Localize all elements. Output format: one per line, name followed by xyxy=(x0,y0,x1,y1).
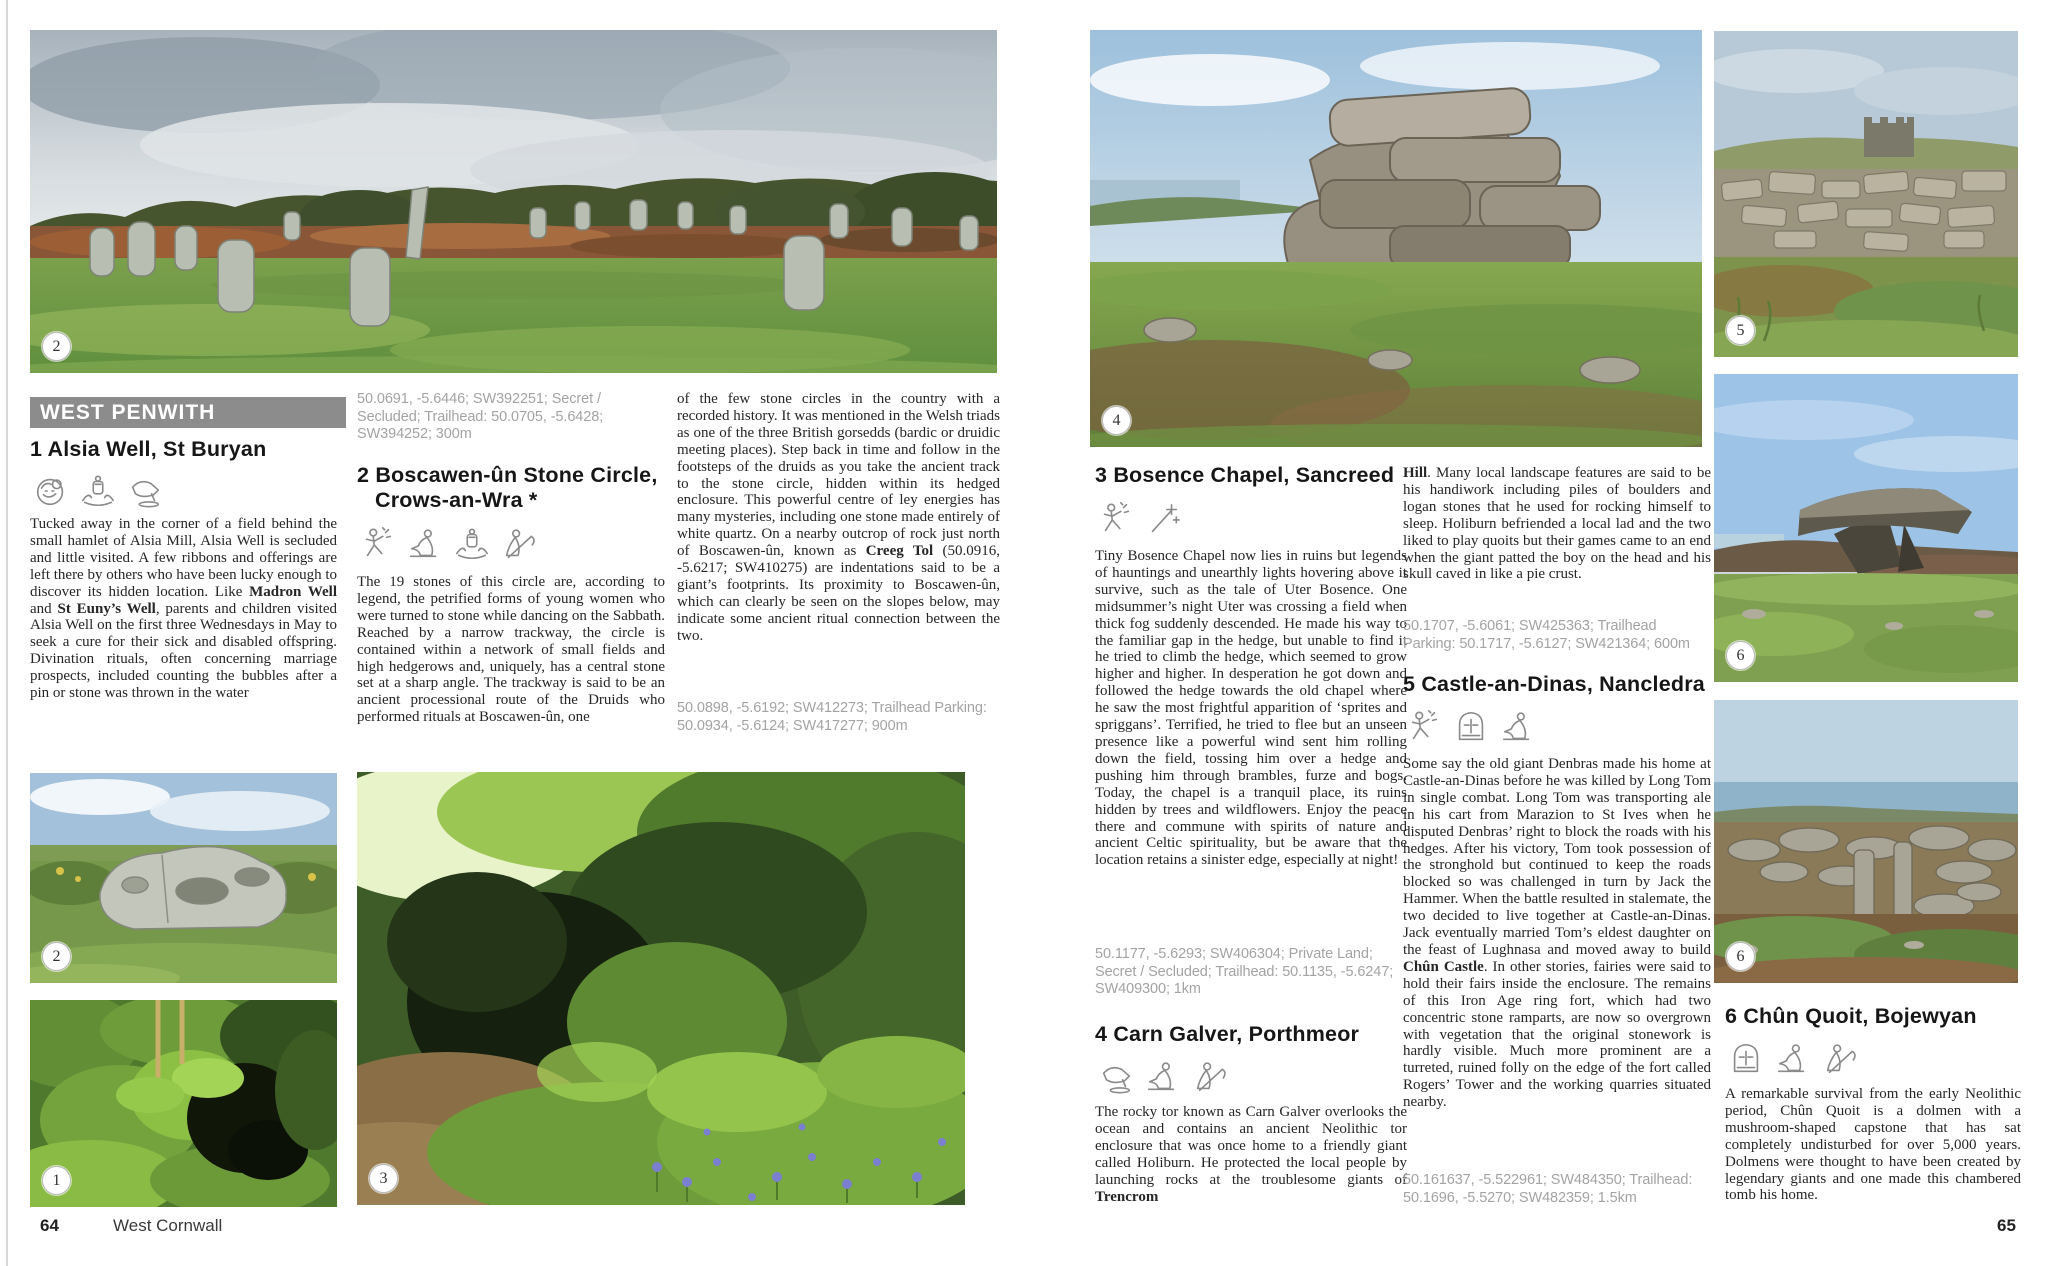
site2-coords: 50.0898, -5.6192; SW412273; Trailhead Parking: 50.0934, -5.6124; SW417277; 900m xyxy=(677,700,987,734)
photo-alsia-well xyxy=(30,1000,337,1207)
site4-body-col2: Hill. Many local landscape features are said to be his handiwork including piles of boulders and logan stones that he used for rocking himself to sleep. Holiburn befriended a local lad and the two liked to play quoits but their games came to an end when the giant patted the boy on the head and his skull caved in like a pie crust. xyxy=(1403,465,1711,583)
photo-badge xyxy=(1726,316,1755,345)
warrior-icon xyxy=(1727,1040,1765,1078)
dolmen-illustration xyxy=(1714,374,2018,682)
page-number-left: 64 xyxy=(40,1216,59,1235)
site4-body-col1: The rocky tor known as Carn Galver overlooks the ocean and contains an ancient Neolithic tor enclosure that was once home to a friendly giant called Holiburn. He protected the local people by launching rocks at the troublesome giants of Trencrom xyxy=(1095,1104,1407,1205)
photo-stone-circle xyxy=(30,30,997,373)
page-edge-line xyxy=(6,0,8,1266)
site6-body: A remarkable survival from the early Neolithic period, Chûn Quoit is a dolmen with a mushroom-shaped capstone that has sat completely undisturbed for over 5,000 years. Dolmens were thought to have been created by legendary giants and one made this chambered tomb his home. xyxy=(1725,1086,2021,1204)
site5-body: Some say the old giant Denbras made his home at Castle-an-Dinas before he was killed by Long Tom in single combat. Long Tom was transporting ale in his cart from Marazion to St Ives when he disputed Denbras’ right to block the roads with his hedges. After his victory, Tom took possession of the stronghold but continued to keep the roads blocked so was challenged in turn by Jack the Hammer. When the battle resulted in stalemate, the two decided to live together at Castle-an-Dinas. Jack eventually married Tom’s eldest daughter on the feast of Lughnasa and moved away to build Chûn Castle. In other stories, fairies were said to hold their fairs inside the enclosure. The remains of this Iron Age ring fort, which had two concentric stone ramparts, are now so overgrown with vegetation that the original stonework is hardly visible. Much more prominent are a turreted, ruined folly on the edge of the fort called Rogers’ Tower and the working quarries situated nearby. xyxy=(1403,756,1711,1111)
warrior-icon xyxy=(1452,708,1490,746)
photo-badge xyxy=(1726,641,1755,670)
magic-icon xyxy=(1144,500,1182,538)
photo-creeg-tol xyxy=(30,773,337,983)
photo-badge-number: 2 xyxy=(52,337,61,355)
spriggan-icon xyxy=(1405,708,1443,746)
site3-icons xyxy=(1097,496,1182,538)
photo-badge xyxy=(369,1164,398,1193)
region-header-label: WEST PENWITH xyxy=(40,400,216,424)
photo-badge xyxy=(42,332,71,361)
holy-well-icon xyxy=(453,525,491,563)
well-spirit-icon xyxy=(32,472,70,510)
site5-coords: 50.161637, -5.522961; SW484350; Trailhead: 50.1696, -5.5270; SW482359; 1.5km xyxy=(1403,1172,1693,1206)
photo-castle-an-dinas xyxy=(1714,31,2018,357)
offering-icon xyxy=(126,472,164,510)
site2-body-col2: of the few stone circles in the country with a recorded history. It was mentioned in the Welsh triads as one of the three British gorsedds (bardic or druidic meeting places). Step back in time and follow in the footsteps of the druids as you take the ancient track to the stone circle, hidden within its hedged enclosure. This powerful centre of ley energies has many mysteries, including one stone made entirely of white quartz. On a nearby outcrop of rock just north of Boscawen-ûn, known as Creeg Tol (50.0916, -5.6217; SW410275) are indentations said to be a giant’s footprints. Its proximity to Boscawen-ûn, which can clearly be seen on the slopes below, may indicate some ancient ritual connection between the two. xyxy=(677,391,1001,644)
holy-well-icon xyxy=(79,472,117,510)
photo-badge xyxy=(1102,406,1131,435)
tor-illustration xyxy=(1090,30,1702,447)
site2-icons xyxy=(359,521,538,563)
photo-badge-number: 6 xyxy=(1736,947,1745,965)
site4-icons xyxy=(1097,1054,1229,1096)
site5-icons xyxy=(1405,704,1537,746)
site3-body: Tiny Bosence Chapel now lies in ruins but legends of hauntings and unearthly lights hovering above it survive, such as the tale of Uter Bosence. One midsummer’s night Uter was crossing a field when thick fog suddenly descended. He made his way to the familiar gap in the hedge, but unable to find it he tried to climb the hedge, which seemed to grow higher and higher. In desperation he got down and followed the hedge towards the old chapel where he saw the most frightful apparition of ‘sprites and spriggans’. Terrified, he tried to flee but an unseen presence like a powerful wind sent him rolling down the field, tossing him over a hedge and pushing him through brambles, furze and bogs. Today, the chapel is a tranquil place, its ruins hidden by trees and wildflowers. Enjoy the peace there and commune with spirits of nature and ancient Celtic spirituality, but be aware that the location retains a sinister edge, especially at night! xyxy=(1095,548,1407,869)
photo-badge-number: 5 xyxy=(1736,321,1745,339)
site1-body: Tucked away in the corner of a field behind the small hamlet of Alsia Mill, Alsia Well is secluded and little visited. A few ribbons and offerings are left there by others who have been lucky enough to discover its hidden location. Like Madron Well and St Euny’s Well, parents and children visited Alsia Well on the first three Wednesdays in May to seek a cure for their sick and disabled offspring. Divination rituals, often concerning marriage prospects, included counting the bubbles after a pin or stone was thrown in the water xyxy=(30,516,337,702)
ancient-site-icon xyxy=(406,525,444,563)
site1-heading: 1 Alsia Well, St Buryan xyxy=(30,437,267,461)
photo-badge-number: 4 xyxy=(1112,411,1121,429)
photo-carn-galver xyxy=(1090,30,1702,447)
site1-icons xyxy=(32,468,164,510)
photo-badge xyxy=(42,1166,71,1195)
photo-chun-quoit xyxy=(1714,374,2018,682)
site4-coords: 50.1707, -5.6061; SW425363; Trailhead Parking: 50.1717, -5.6127; SW421364; 600m xyxy=(1403,618,1690,652)
region-header xyxy=(30,397,346,428)
spriggan-icon xyxy=(1097,500,1135,538)
druid-icon xyxy=(500,525,538,563)
giant-icon xyxy=(1097,1058,1135,1096)
photo-badge-number: 1 xyxy=(52,1171,61,1189)
ancient-site-icon xyxy=(1774,1040,1812,1078)
photo-badge-number: 3 xyxy=(379,1169,388,1187)
page-number-right: 65 xyxy=(1997,1216,2016,1235)
well-illustration xyxy=(30,1000,337,1207)
site3-heading: 3 Bosence Chapel, Sancreed xyxy=(1095,463,1395,487)
site6-heading: 6 Chûn Quoit, Bojewyan xyxy=(1725,1004,1977,1028)
photo-badge-number: 6 xyxy=(1736,646,1745,664)
photo-badge xyxy=(42,942,71,971)
ruined-wall-illustration xyxy=(1714,31,2018,357)
trackway-illustration xyxy=(357,772,965,1205)
site2-body-col1: The 19 stones of this circle are, according to legend, the petrified forms of young women who were turned to stone while dancing on the Sabbath. Reached by a narrow trackway, the circle is contained within a network of small fields and high hedgerows and, uniquely, has a central stone set at a sharp angle. The trackway is said to be an ancient processional route of the Druids who performed rituals at Boscawen-ûn, one xyxy=(357,574,665,726)
photo-badge xyxy=(1726,942,1755,971)
site6-icons xyxy=(1727,1036,1859,1078)
stone-ruins-illustration xyxy=(1714,700,2018,983)
stone-circle-illustration xyxy=(30,30,997,373)
petrified-dancers-icon xyxy=(359,525,397,563)
site1-coords: 50.0691, -5.6446; SW392251; Secret / Secluded; Trailhead: 50.0705, -5.6428; SW394252; 300m xyxy=(357,391,604,442)
photo-trackway-bluebells xyxy=(357,772,965,1205)
photo-badge-number: 2 xyxy=(52,947,61,965)
boulder-illustration xyxy=(30,773,337,983)
druid-icon xyxy=(1821,1040,1859,1078)
site5-heading: 5 Castle-an-Dinas, Nancledra xyxy=(1403,672,1705,696)
site2-heading: 2 Boscawen-ûn Stone Circle, Crows-an-Wra * xyxy=(357,463,658,512)
ancient-site-icon xyxy=(1499,708,1537,746)
druid-icon xyxy=(1191,1058,1229,1096)
ancient-site-icon xyxy=(1144,1058,1182,1096)
chapter-label: West Cornwall xyxy=(113,1216,223,1235)
site4-heading: 4 Carn Galver, Porthmeor xyxy=(1095,1022,1360,1046)
photo-chun-castle xyxy=(1714,700,2018,983)
site3-coords: 50.1177, -5.6293; SW406304; Private Land; Secret / Secluded; Trailhead: 50.1135, -5.6247; SW409300; 1km xyxy=(1095,946,1394,997)
